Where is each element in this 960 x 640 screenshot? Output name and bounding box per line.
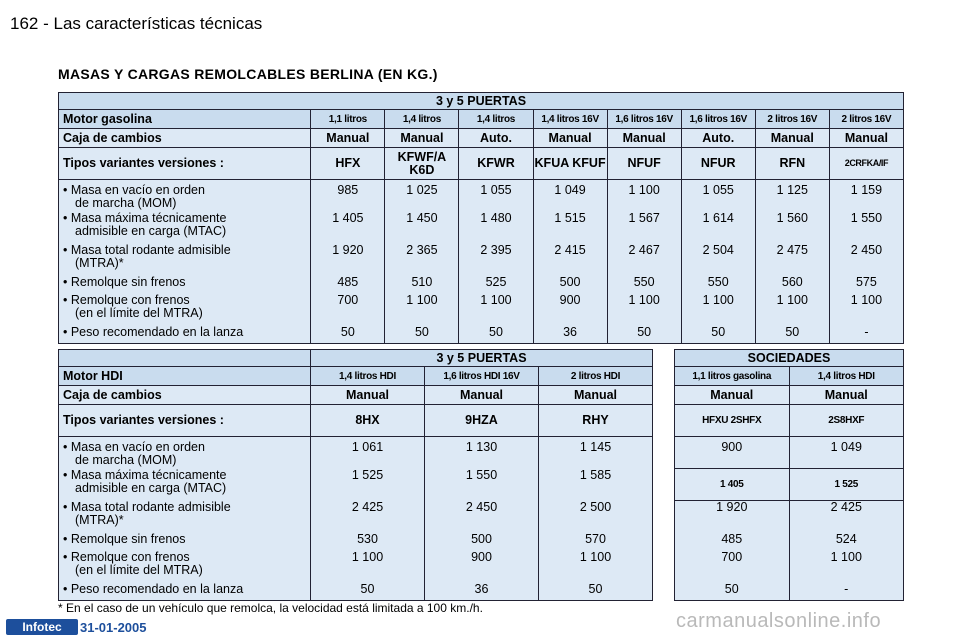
value-cell: 1 585 [539, 469, 653, 501]
value-cell: 36 [425, 583, 539, 601]
value-cell: 1 100 [681, 294, 755, 326]
row-label-line2: (MTRA)* [75, 255, 124, 270]
value-cell: 1 100 [459, 294, 533, 326]
value-cell: 1 560 [755, 212, 829, 244]
page-number: 162 [10, 14, 39, 33]
row-label [59, 583, 311, 601]
value-cell: 2 450 [425, 501, 539, 533]
infotec-logo: Infotec [6, 619, 78, 635]
header-cell: 1,4 litros [459, 110, 533, 129]
value-cell: 1 055 [681, 180, 755, 212]
value-cell: 560 [755, 276, 829, 294]
value-cell: 525 [459, 276, 533, 294]
row-label-line1: • Masa en vacío en orden [63, 183, 205, 197]
value-cell: 1 125 [755, 180, 829, 212]
row-label [59, 244, 311, 276]
row-label-line1: • Masa máxima técnicamente [63, 467, 227, 482]
value-cell: 1 100 [829, 294, 903, 326]
table-row [675, 551, 904, 583]
section-title: Las características técnicas [53, 14, 263, 33]
tipo-cell: HFX [311, 148, 385, 180]
row-label [59, 533, 311, 551]
value-cell: 2 395 [459, 244, 533, 276]
group-header: 3 y 5 PUERTAS [311, 350, 653, 367]
value-cell: 1 100 [539, 551, 653, 583]
row-label [59, 212, 311, 244]
value-cell: 985 [311, 180, 385, 212]
row-label [59, 469, 311, 501]
value-cell: 1 525 [789, 469, 904, 501]
row-label-line2: de marcha (MOM) [75, 453, 177, 467]
header-cell: Manual [385, 129, 459, 148]
table-row [59, 583, 653, 601]
row-label-line1: • Masa total rodante admisible [63, 499, 231, 514]
value-cell: 1 515 [533, 212, 607, 244]
group-header: SOCIEDADES [675, 350, 904, 367]
value-cell: 1 405 [311, 212, 385, 244]
table-row [675, 583, 904, 601]
value-cell: 500 [425, 533, 539, 551]
value-cell: 50 [459, 326, 533, 344]
value-cell: 2 450 [829, 244, 903, 276]
row-label-line2: (en el límite del MTRA) [75, 305, 203, 320]
table-row [59, 212, 904, 244]
value-cell: 1 920 [311, 244, 385, 276]
motor-label: Motor gasolina [59, 110, 311, 129]
value-cell: 550 [607, 276, 681, 294]
tipos-row [675, 405, 904, 437]
value-cell: 2 365 [385, 244, 459, 276]
header-separator: - [38, 14, 54, 33]
header-cell: 1,4 litros HDI [311, 367, 425, 386]
row-label-line2: admisible en carga (MTAC) [75, 480, 227, 495]
table-row [675, 437, 904, 469]
tipo-cell: 2CRFKA/IF [829, 148, 903, 180]
value-cell: 36 [533, 326, 607, 344]
header-cell: Manual [675, 386, 790, 405]
table-row [59, 294, 904, 326]
caja-row [59, 386, 653, 405]
value-cell: 2 475 [755, 244, 829, 276]
header-cell: 1,6 litros 16V [681, 110, 755, 129]
tipo-cell: RFN [755, 148, 829, 180]
row-label-line2: admisible en carga (MTAC) [75, 223, 227, 238]
row-label-line1: • Peso recomendado en la lanza [63, 581, 244, 596]
header-cell: Manual [533, 129, 607, 148]
header-cell: 1,4 litros [385, 110, 459, 129]
value-cell: 575 [829, 276, 903, 294]
footer-date: 31-01-2005 [80, 620, 147, 635]
tipo-cell: HFXU 2SHFX [675, 405, 790, 437]
tipo-cell: RHY [539, 405, 653, 437]
header-cell: Manual [311, 129, 385, 148]
value-cell: 485 [675, 533, 790, 551]
header-cell: Manual [829, 129, 903, 148]
value-cell: 1 100 [789, 551, 904, 583]
value-cell: 1 405 [675, 469, 790, 501]
row-label [59, 294, 311, 326]
row-label [59, 276, 311, 294]
header-cell: Manual [425, 386, 539, 405]
motor-row [59, 367, 653, 386]
hdi-table [58, 349, 653, 601]
caja-row [675, 386, 904, 405]
row-label [59, 326, 311, 344]
header-cell: 1,6 litros HDI 16V [425, 367, 539, 386]
header-cell: 2 litros 16V [755, 110, 829, 129]
value-cell: - [789, 583, 904, 601]
table-row [675, 533, 904, 551]
tipo-cell: NFUR [681, 148, 755, 180]
value-cell: 900 [675, 437, 790, 469]
table-row [59, 533, 653, 551]
page-header [10, 14, 262, 34]
value-cell: 1 920 [675, 501, 790, 533]
value-cell: 570 [539, 533, 653, 551]
row-label [59, 551, 311, 583]
table-row [59, 501, 653, 533]
header-cell: Auto. [459, 129, 533, 148]
row-label-line1: • Remolque sin frenos [63, 274, 186, 289]
value-cell: 1 550 [425, 469, 539, 501]
caja-label: Caja de cambios [59, 129, 311, 148]
table-row [59, 276, 904, 294]
value-cell: 2 425 [311, 501, 425, 533]
row-label-line2: (MTRA)* [75, 512, 124, 527]
value-cell: 2 504 [681, 244, 755, 276]
value-cell: 510 [385, 276, 459, 294]
value-cell: 1 614 [681, 212, 755, 244]
value-cell: 1 100 [607, 294, 681, 326]
header-cell: Manual [789, 386, 904, 405]
row-label [59, 501, 311, 533]
table-row [59, 180, 904, 212]
table-row [59, 244, 904, 276]
header-cell: 1,1 litros gasolina [675, 367, 790, 386]
row-label [59, 437, 311, 469]
watermark: carmanualsonline.info [676, 610, 882, 632]
value-cell: 900 [533, 294, 607, 326]
row-label-line1: • Masa máxima técnicamente [63, 210, 227, 225]
value-cell: 50 [675, 583, 790, 601]
value-cell: 1 100 [385, 294, 459, 326]
value-cell: 1 159 [829, 180, 903, 212]
value-cell: 1 525 [311, 469, 425, 501]
value-cell: 1 055 [459, 180, 533, 212]
motor-label: Motor HDI [59, 367, 311, 386]
sociedades-table [674, 349, 904, 601]
header-cell: 1,1 litros [311, 110, 385, 129]
table-row [675, 501, 904, 533]
header-cell: 1,6 litros 16V [607, 110, 681, 129]
value-cell: 1 130 [425, 437, 539, 469]
value-cell: 530 [311, 533, 425, 551]
row-label-line1: • Remolque con frenos [63, 549, 190, 564]
value-cell: 50 [607, 326, 681, 344]
value-cell: 1 100 [607, 180, 681, 212]
header-cell: Manual [755, 129, 829, 148]
tipo-cell: KFUA KFUF [533, 148, 607, 180]
value-cell: 485 [311, 276, 385, 294]
value-cell: 1 567 [607, 212, 681, 244]
table-row [675, 469, 904, 501]
footnote: * En el caso de un vehículo que remolca, la velocidad está limitada a 100 km./h. [58, 601, 483, 615]
row-label-line2: de marcha (MOM) [75, 196, 177, 210]
row-label-line1: • Remolque sin frenos [63, 531, 186, 546]
group-header: 3 y 5 PUERTAS [59, 93, 904, 110]
value-cell: 50 [755, 326, 829, 344]
tipos-row [59, 405, 653, 437]
tipo-cell: NFUF [607, 148, 681, 180]
value-cell: 1 100 [755, 294, 829, 326]
value-cell: - [829, 326, 903, 344]
table-row [59, 551, 653, 583]
table-row [59, 326, 904, 344]
value-cell: 50 [311, 326, 385, 344]
value-cell: 550 [681, 276, 755, 294]
value-cell: 50 [385, 326, 459, 344]
row-label-line1: • Peso recomendado en la lanza [63, 324, 244, 339]
tipo-cell: 9HZA [425, 405, 539, 437]
header-cell: Manual [607, 129, 681, 148]
header-cell: 2 litros 16V [829, 110, 903, 129]
header-cell: 2 litros HDI [539, 367, 653, 386]
value-cell: 1 145 [539, 437, 653, 469]
gasoline-table [58, 92, 904, 344]
value-cell: 50 [539, 583, 653, 601]
value-cell: 1 061 [311, 437, 425, 469]
value-cell: 700 [311, 294, 385, 326]
value-cell: 1 025 [385, 180, 459, 212]
motor-row [675, 367, 904, 386]
value-cell: 1 550 [829, 212, 903, 244]
row-label-line2: (en el límite del MTRA) [75, 562, 203, 577]
value-cell: 1 100 [311, 551, 425, 583]
table-row [59, 437, 653, 469]
value-cell: 2 500 [539, 501, 653, 533]
caja-row [59, 129, 904, 148]
group-header-spacer [59, 350, 311, 367]
caja-label: Caja de cambios [59, 386, 311, 405]
tipo-cell: 8HX [311, 405, 425, 437]
value-cell: 524 [789, 533, 904, 551]
row-label-line1: • Remolque con frenos [63, 292, 190, 307]
tipos-label: Tipos variantes versiones : [59, 148, 311, 180]
header-cell: Auto. [681, 129, 755, 148]
value-cell: 50 [311, 583, 425, 601]
value-cell: 1 450 [385, 212, 459, 244]
tipos-label: Tipos variantes versiones : [59, 405, 311, 437]
value-cell: 1 480 [459, 212, 533, 244]
motor-row [59, 110, 904, 129]
value-cell: 2 467 [607, 244, 681, 276]
value-cell: 50 [681, 326, 755, 344]
value-cell: 1 049 [533, 180, 607, 212]
row-label [59, 180, 311, 212]
header-cell: 1,4 litros HDI [789, 367, 904, 386]
header-cell: Manual [311, 386, 425, 405]
value-cell: 700 [675, 551, 790, 583]
value-cell: 2 415 [533, 244, 607, 276]
header-cell: Manual [539, 386, 653, 405]
tipos-row [59, 148, 904, 180]
value-cell: 900 [425, 551, 539, 583]
row-label-line1: • Masa total rodante admisible [63, 242, 231, 257]
value-cell: 500 [533, 276, 607, 294]
header-cell: 1,4 litros 16V [533, 110, 607, 129]
table-title: MASAS Y CARGAS REMOLCABLES BERLINA (EN KG.) [58, 66, 438, 82]
value-cell: 2 425 [789, 501, 904, 533]
tipo-cell: 2S8HXF [789, 405, 904, 437]
row-label-line1: • Masa en vacío en orden [63, 440, 205, 454]
table-row [59, 469, 653, 501]
value-cell: 1 049 [789, 437, 904, 469]
tipo-cell: KFWF/A K6D [385, 148, 459, 180]
tipo-cell: KFWR [459, 148, 533, 180]
